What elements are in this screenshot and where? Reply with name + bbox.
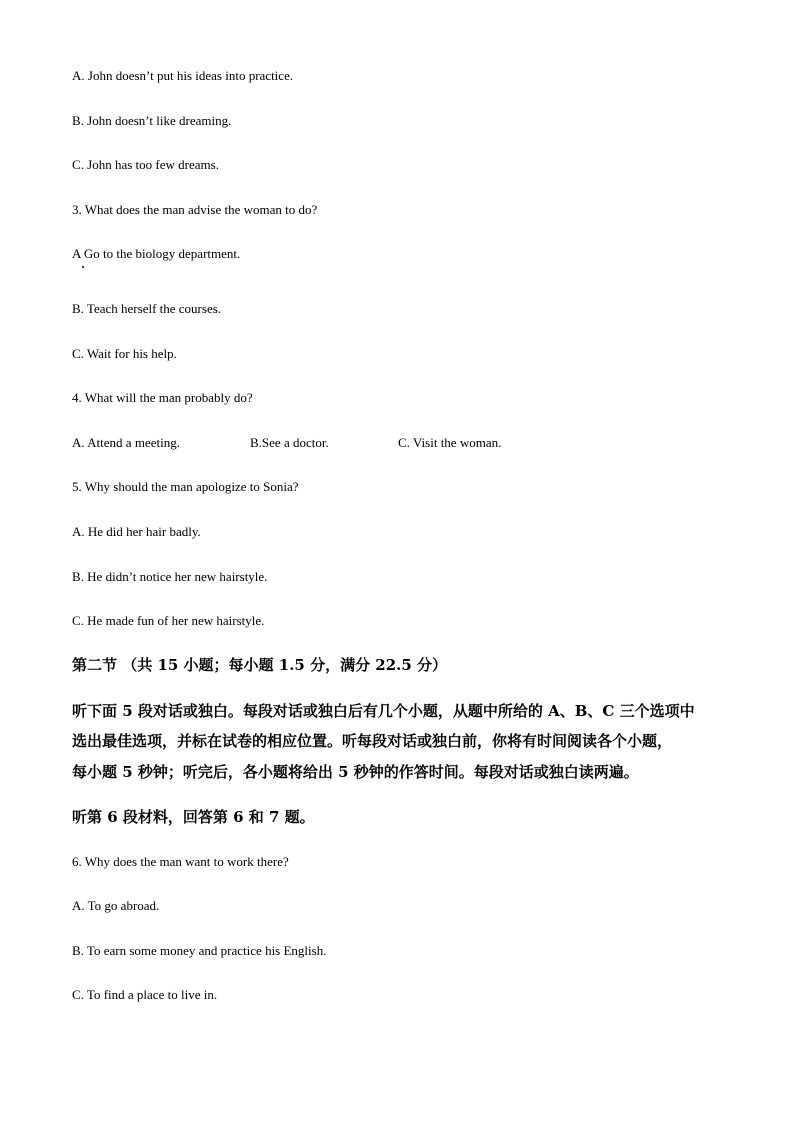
q2-option-c: C. John has too few dreams.	[72, 157, 219, 172]
q2-option-b: B. John doesn’t like dreaming.	[72, 113, 232, 128]
q6-option-c: C. To find a place to live in.	[72, 987, 218, 1002]
q4-option-b: B.See a doctor.	[250, 435, 329, 450]
instructions-line-2: 选出最佳选项，并标在试卷的相应位置。听每段对话或独白前，你将有时间阅读各个小题，	[72, 732, 673, 750]
instructions-line-1: 听下面 5 段对话或独白。每段对话或独白后有几个小题，从题中所给的 A、B、C 三个选项中	[72, 702, 695, 720]
q6-option-b: B. To earn some money and practice his English.	[72, 943, 327, 958]
q4-option-a: A. Attend a meeting.	[72, 435, 180, 450]
q4-option-c: C. Visit the woman.	[398, 435, 502, 450]
section2-heading: 第二节 （共 15 小题；每小题 1.5 分，满分 22.5 分）	[72, 656, 448, 674]
q5-question: 5. Why should the man apologize to Sonia?	[72, 479, 299, 494]
q3-option-b: B. Teach herself the courses.	[72, 301, 222, 316]
q4-question: 4. What will the man probably do?	[72, 390, 253, 405]
q3-option-c: C. Wait for his help.	[72, 346, 177, 361]
q3-option-a: A Go to the biology department.	[72, 246, 241, 261]
q5-option-c: C. He made fun of her new hairstyle.	[72, 613, 265, 628]
q4-options-row	[0, 435, 794, 451]
q5-option-a: A. He did her hair badly.	[72, 524, 201, 539]
q2-option-a: A. John doesn’t put his ideas into practice.	[72, 68, 294, 83]
q6-option-a: A. To go abroad.	[72, 898, 160, 913]
instructions-line-3: 每小题 5 秒钟；听完后，各小题将给出 5 秒钟的作答时间。每段对话或独白读两遍。	[72, 763, 639, 781]
stray-dot	[82, 266, 84, 268]
material-intro: 听第 6 段材料，回答第 6 和 7 题。	[72, 808, 315, 826]
q6-question: 6. Why does the man want to work there?	[72, 854, 289, 869]
q3-question: 3. What does the man advise the woman to do?	[72, 202, 318, 217]
q5-option-b: B. He didn’t notice her new hairstyle.	[72, 569, 268, 584]
